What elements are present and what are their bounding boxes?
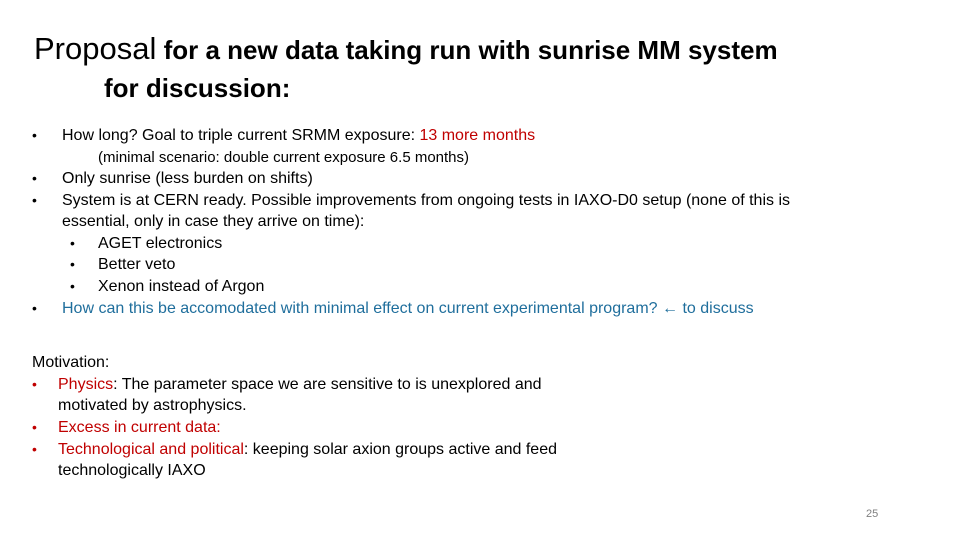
proposal-item-sunrise: Only sunrise (less burden on shifts) <box>62 170 313 187</box>
subitem-veto: Better veto <box>98 256 176 273</box>
title-lead: Proposal <box>34 31 157 66</box>
title-line2: for discussion: <box>104 73 291 103</box>
title-rest: for a new data taking run with sunrise MM system <box>156 35 778 65</box>
page-number: 25 <box>866 508 879 520</box>
duration-highlight: 13 more months <box>419 127 536 144</box>
question-tail: to discuss <box>678 300 754 317</box>
political-label: Technological and political <box>58 441 244 458</box>
motivation-item-excess: Excess in current data: <box>58 419 221 436</box>
physics-continuation: motivated by astrophysics. <box>58 397 247 414</box>
sub-bullet-marker: • <box>70 256 75 272</box>
bullet-marker: • <box>32 376 37 392</box>
motivation-item-political <box>58 439 557 461</box>
proposal-item-duration <box>62 125 535 147</box>
question-text: How can this be accomodated with minimal effect on current experimental program? <box>62 300 662 317</box>
duration-text: How long? Goal to triple current SRMM exposure: <box>62 127 420 144</box>
political-continuation: technologically IAXO <box>58 462 206 479</box>
motivation-item-physics <box>58 374 542 396</box>
motivation-heading: Motivation: <box>32 354 110 371</box>
political-text: : keeping solar axion groups active and feed <box>243 441 557 458</box>
duration-continuation: (minimal scenario: double current exposure 6.5 months) <box>98 149 470 166</box>
bullet-marker: • <box>32 441 37 457</box>
slide-title <box>34 30 934 107</box>
physics-label: Physics <box>58 376 114 393</box>
bullet-marker: • <box>32 419 37 435</box>
bullet-marker: • <box>32 300 37 316</box>
proposal-item-system-cont: essential, only in case they arrive on time): <box>62 213 365 230</box>
bullet-marker: • <box>32 127 37 143</box>
left-arrow-icon: ← <box>662 300 678 317</box>
sub-bullet-marker: • <box>70 235 75 251</box>
proposal-item-question <box>62 298 754 320</box>
bullet-marker: • <box>32 170 37 186</box>
bullet-marker: • <box>32 192 37 208</box>
subitem-xenon: Xenon instead of Argon <box>98 278 265 295</box>
subitem-aget: AGET electronics <box>98 235 223 252</box>
physics-text: : The parameter space we are sensitive to is unexplored and <box>113 376 542 393</box>
sub-bullet-marker: • <box>70 278 75 294</box>
proposal-item-system: System is at CERN ready. Possible improvements from ongoing tests in IAXO-D0 setup (none of this is <box>62 192 790 209</box>
